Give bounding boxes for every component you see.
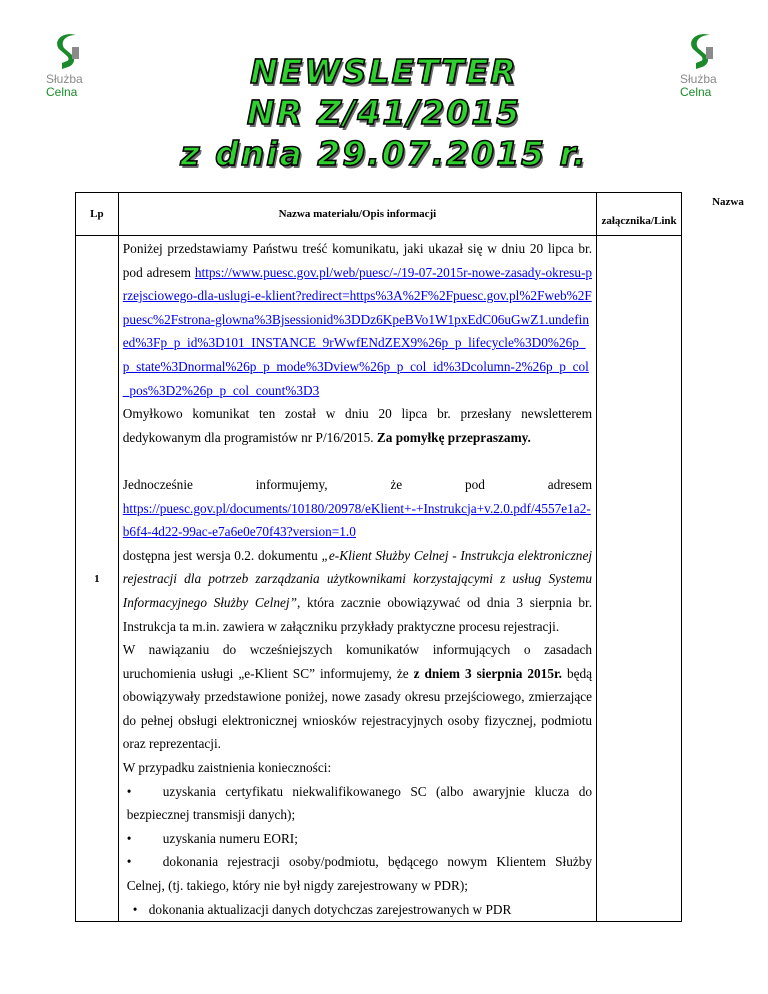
newsletter-title: NEWSLETTER bbox=[250, 52, 518, 91]
p1-text: Poniżej przedstawiamy Państwu treść komunikatu, jaki ukazał się w dniu 20 lipca br. pod adresem bbox=[122, 241, 593, 280]
logo-text-line1: Służba bbox=[46, 72, 83, 86]
row-attachment bbox=[597, 236, 682, 922]
paragraph-3 bbox=[123, 497, 592, 639]
table-row bbox=[76, 236, 682, 922]
p4-text2: będą obowiązywały przedstawione poniżej, nowe zasady okresu przejściowego, zmierzające do pełnej obsługi elektronicznej wniosków rejestracyjnych osoby fizycznej, podmiotu oraz reprezentacji. bbox=[122, 665, 593, 752]
p3-text2: , która zacznie obowiązywać od dnia 3 sierpnia br. Instrukcja ta m.in. zawiera w załączniku przykłady praktyczne procesu rejestracji. bbox=[122, 594, 593, 634]
bullet-text: dokonania aktualizacji danych dotychczas zarejestrowanych w PDR bbox=[148, 901, 512, 917]
header-link-line2: załącznika/Link bbox=[597, 193, 682, 236]
p3-document-title: „e-Klient Służby Celnej - Instrukcja elektronicznej rejestracji dla potrzeb zarządzania użytkownikami korzystającymi z usług Systemu Informacyjnego Służby Celnej” bbox=[122, 547, 593, 610]
p4-text1: W nawiązaniu do wcześniejszych komunikatów informujących o zasadach uruchomienia usługi „e-Klient SC” informujemy, że bbox=[122, 642, 593, 681]
eklient-instruction-link[interactable]: https://puesc.gov.pl/documents/10180/20978/eKlient+-+Instrukcja+v.2.0.pdf/4557e1a2-b6f4-4d22-99ac-e7a6e0e70f43?version=1.0 bbox=[122, 500, 591, 540]
list-item bbox=[123, 780, 592, 827]
p2-apology: Za pomyłkę przepraszamy. bbox=[376, 429, 531, 445]
newsletter-number: NR Z/41/2015 bbox=[246, 93, 522, 132]
paragraph-1 bbox=[123, 237, 592, 402]
logo-text-line2: Celna bbox=[680, 85, 712, 99]
paragraph-2 bbox=[123, 402, 592, 449]
paragraph-5: W przypadku zaistnienia konieczności: bbox=[122, 760, 332, 776]
paragraph-4 bbox=[123, 638, 592, 756]
newsletter-table bbox=[75, 192, 682, 922]
paragraph-3-start: Jednocześnie informujemy, że pod adresem bbox=[122, 476, 593, 492]
bullet-text: uzyskania certyfikatu niekwalifikowanego SC (albo awaryjnie klucza do bezpiecznej transmisji danych); bbox=[126, 783, 593, 823]
bullet-icon: • bbox=[126, 783, 132, 799]
newsletter-date: z dnia 29.07.2015 r. bbox=[180, 134, 588, 173]
list-item bbox=[123, 898, 592, 922]
p3-text1: dostępna jest wersja 0.2. dokumentu bbox=[122, 547, 318, 563]
puesc-announcement-link[interactable]: https://www.puesc.gov.pl/web/puesc/-/19-07-2015r-nowe-zasady-okresu-przejsciowego-dla-uslugi-e-klient?redirect=https%3A%2F%2Fpuesc.gov.pl%2Fweb%2Fpuesc%2Fstrona-glowna%3Bjsessionid%3DDz6KpeBVo1W1pxEdC06uGwZ1.undefined%3Fp_p_id%3D101_INSTANCE_9rWwfENdZEX9%26p_p_lifecycle%3D0%26p_p_state%3Dnormal%26p_p_mode%3Dview%26p_p_col_id%3Dcolumn-2%26p_p_col_pos%3D2%26p_p_col_count%3D3 bbox=[122, 264, 593, 398]
header-lp: Lp bbox=[76, 193, 119, 236]
logo-text-line1: Służba bbox=[680, 72, 717, 86]
p2-text: Omyłkowo komunikat ten został w dniu 20 lipca br. przesłany newsletterem dedykowanym dla programistów nr P/16/2015. bbox=[122, 406, 593, 445]
bullet-icon: • bbox=[126, 830, 132, 846]
logo-text-line2: Celna bbox=[46, 85, 78, 99]
p4-date: z dniem 3 sierpnia 2015r. bbox=[413, 665, 562, 681]
table-header-row bbox=[76, 193, 682, 236]
list-item bbox=[123, 827, 592, 851]
header-description: Nazwa materiału/Opis informacji bbox=[118, 193, 596, 236]
row-number: 1 bbox=[76, 236, 119, 922]
bullet-text: uzyskania numeru EORI; bbox=[162, 830, 298, 846]
bullet-text: dokonania rejestracji osoby/podmiotu, będącego nowym Klientem Służby Celnej, (tj. takiego, który nie był nigdy zarejestrowany w PDR); bbox=[126, 854, 593, 894]
row-description bbox=[118, 236, 596, 922]
bullet-icon: • bbox=[132, 901, 138, 917]
header-link-line1: Nazwa bbox=[712, 196, 744, 208]
bullet-icon: • bbox=[126, 854, 132, 870]
list-item bbox=[123, 850, 592, 897]
